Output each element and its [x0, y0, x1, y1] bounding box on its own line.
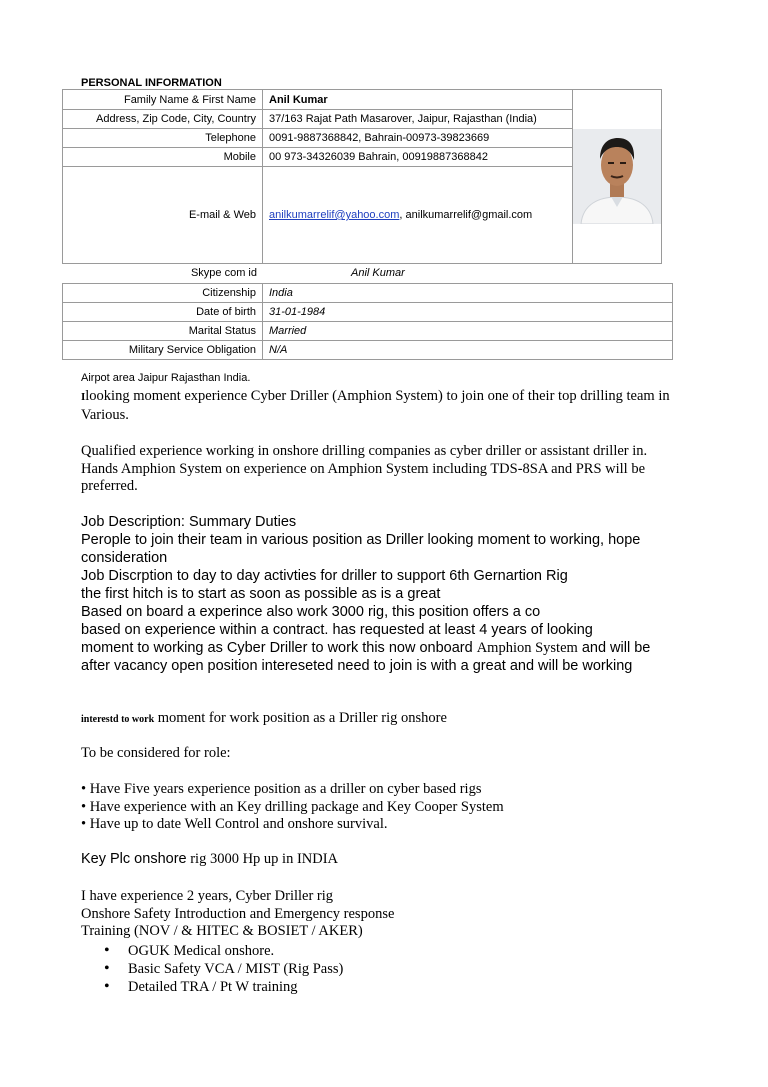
- job-last-a: moment to working as Cyber Driller to work this now onboard: [81, 640, 477, 656]
- job-line: Job Description: Summary Duties: [81, 514, 297, 530]
- job-line: [81, 639, 681, 675]
- email-label: E-mail & Web: [63, 167, 263, 264]
- skype-value: Anil Kumar: [351, 267, 405, 279]
- key-plc-serif: rig 3000 Hp up in INDIA: [186, 851, 339, 867]
- skype-row: [62, 264, 698, 283]
- mobile-value: 00 973-34326039 Bahrain, 00919887368842: [263, 148, 573, 167]
- military-value: N/A: [263, 341, 673, 360]
- family-name-label: Family Name & First Name: [63, 90, 263, 110]
- military-label: Military Service Obligation: [63, 341, 263, 360]
- experience-line: Training (NOV / & HITEC & BOSIET / AKER): [81, 923, 363, 939]
- interest-line: [81, 710, 447, 727]
- job-description-block: [81, 513, 681, 675]
- requirement-item: • Have experience with an Key drilling package and Key Cooper System: [81, 798, 504, 815]
- marital-value: Married: [263, 322, 673, 341]
- email-separator: ,: [399, 209, 403, 221]
- interest-bold: interestd to work: [81, 714, 155, 725]
- dob-label: Date of birth: [63, 303, 263, 322]
- job-line: based on experience within a contract. has requested at least 4 years of looking: [81, 622, 593, 638]
- telephone-value: 0091-9887368842, Bahrain-00973-39823669: [263, 129, 573, 148]
- intro-text: looking moment experience Cyber Driller (Amphion System) to join one of their top drilling team in Various.: [81, 388, 670, 423]
- key-plc-line: [81, 851, 338, 868]
- consider-heading: To be considered for role:: [81, 745, 231, 761]
- key-plc-sans: Key Plc onshore: [81, 851, 187, 867]
- profile-photo: [573, 129, 661, 224]
- job-line: Based on board a experince also work 3000 rig, this position offers a co: [81, 604, 541, 620]
- experience-line: I have experience 2 years, Cyber Driller rig: [81, 888, 334, 904]
- experience-line: Onshore Safety Introduction and Emergency response: [81, 905, 395, 922]
- job-line: the first hitch is to start as soon as possible as is a great: [81, 586, 441, 602]
- photo-cell: [573, 90, 662, 264]
- requirement-item: • Have up to date Well Control and onshore survival.: [81, 816, 388, 832]
- citizenship-label: Citizenship: [63, 284, 263, 303]
- personal-details-table: [62, 283, 673, 360]
- requirement-item: • Have Five years experience position as a driller on cyber based rigs: [81, 781, 482, 797]
- email-value: [263, 167, 573, 264]
- training-list: [104, 942, 343, 996]
- interest-rest: moment for work position as a Driller rig onshore: [154, 710, 447, 726]
- job-last-serif: Amphion System: [476, 640, 578, 656]
- personal-info-table: [62, 89, 662, 264]
- marital-label: Marital Status: [63, 322, 263, 341]
- job-line: Perople to join their team in various position as Driller looking moment to working, hope consideration: [81, 532, 641, 566]
- citizenship-value: India: [263, 284, 673, 303]
- mobile-label: Mobile: [63, 148, 263, 167]
- telephone-label: Telephone: [63, 129, 263, 148]
- training-item: • Detailed TRA / Pt W training: [104, 978, 343, 996]
- requirements-list: [81, 781, 504, 834]
- skype-label: Skype com id: [190, 267, 257, 279]
- training-item: • OGUK Medical onshore.: [104, 942, 343, 960]
- job-line: Job Discrption to day to day activties for driller to support 6th Gernartion Rig: [81, 568, 568, 584]
- email-secondary: anilkumarrelif@gmail.com: [402, 209, 533, 221]
- intro-lead: I: [81, 391, 86, 403]
- training-item: • Basic Safety VCA / MIST (Rig Pass): [104, 960, 343, 978]
- section-title: PERSONAL INFORMATION: [81, 77, 222, 89]
- intro-paragraph: [81, 388, 681, 424]
- experience-block: [81, 888, 394, 941]
- airport-line: Airpot area Jaipur Rajasthan India.: [81, 372, 251, 384]
- profile-photo-image: [573, 129, 661, 224]
- qualified-paragraph: Qualified experience working in onshore drilling companies as cyber driller or assistant driller in. Hands Amphion System on experience on Amphion System including TDS-8SA and PRS will be preferred.: [81, 443, 648, 494]
- dob-value: 31-01-1984: [263, 303, 673, 322]
- family-name-value: Anil Kumar: [263, 90, 573, 110]
- job-last-b: and will be after vacancy open position intereseted need to join is with a great and will be working: [81, 640, 651, 674]
- email-link[interactable]: anilkumarrelif@yahoo.com: [269, 209, 400, 221]
- address-value: 37/163 Rajat Path Masarover, Jaipur, Rajasthan (India): [263, 110, 573, 129]
- address-label: Address, Zip Code, City, Country: [63, 110, 263, 129]
